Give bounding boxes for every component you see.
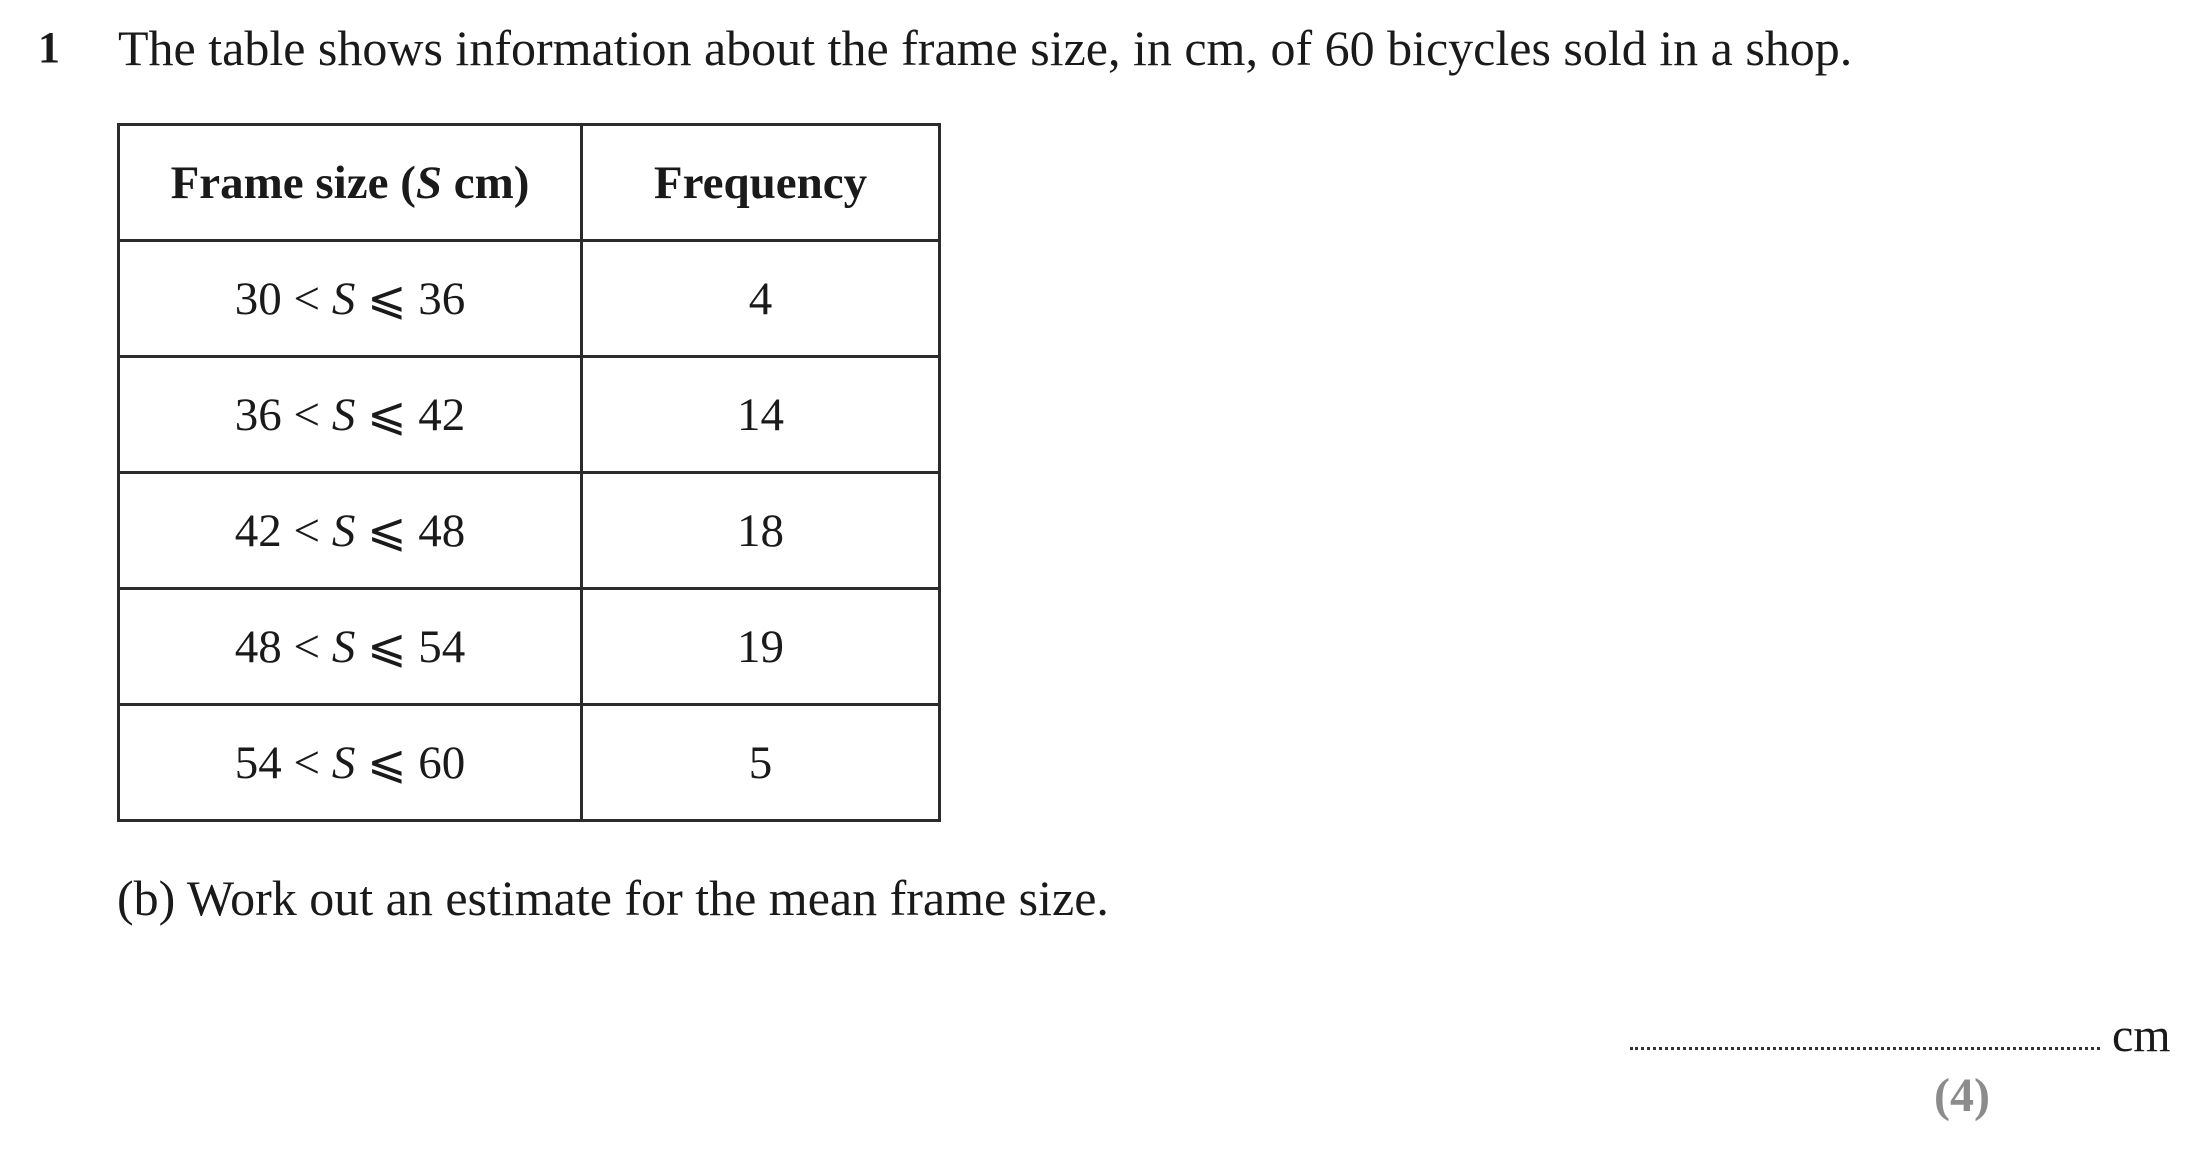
question-text: The table shows information about the frame size, in cm, of 60 bicycles sold in a shop. — [118, 20, 1853, 76]
answer-unit: cm — [2112, 1009, 2171, 1062]
table-row — [119, 705, 940, 821]
marks-label: (4) — [1934, 1069, 1990, 1122]
table-row — [119, 357, 940, 473]
header-frequency: Frequency — [582, 125, 940, 241]
answer-line[interactable] — [1630, 1047, 2100, 1050]
frame-size-cell: 30 < S ⩽ 36 — [119, 241, 582, 357]
frame-size-cell: 36 < S ⩽ 42 — [119, 357, 582, 473]
table-header-row — [119, 125, 940, 241]
frequency-cell: 5 — [582, 705, 940, 821]
frequency-cell: 19 — [582, 589, 940, 705]
frequency-table — [117, 123, 941, 822]
part-b-prompt: (b) Work out an estimate for the mean frame size. — [117, 870, 1109, 926]
frequency-cell: 4 — [582, 241, 940, 357]
frame-size-cell: 54 < S ⩽ 60 — [119, 705, 582, 821]
table-row — [119, 473, 940, 589]
frame-size-cell: 48 < S ⩽ 54 — [119, 589, 582, 705]
table-row — [119, 241, 940, 357]
header-frame-size: Frame size (S cm) — [119, 125, 582, 241]
frequency-cell: 14 — [582, 357, 940, 473]
frequency-cell: 18 — [582, 473, 940, 589]
frame-size-cell: 42 < S ⩽ 48 — [119, 473, 582, 589]
table-row — [119, 589, 940, 705]
question-number: 1 — [38, 23, 60, 72]
